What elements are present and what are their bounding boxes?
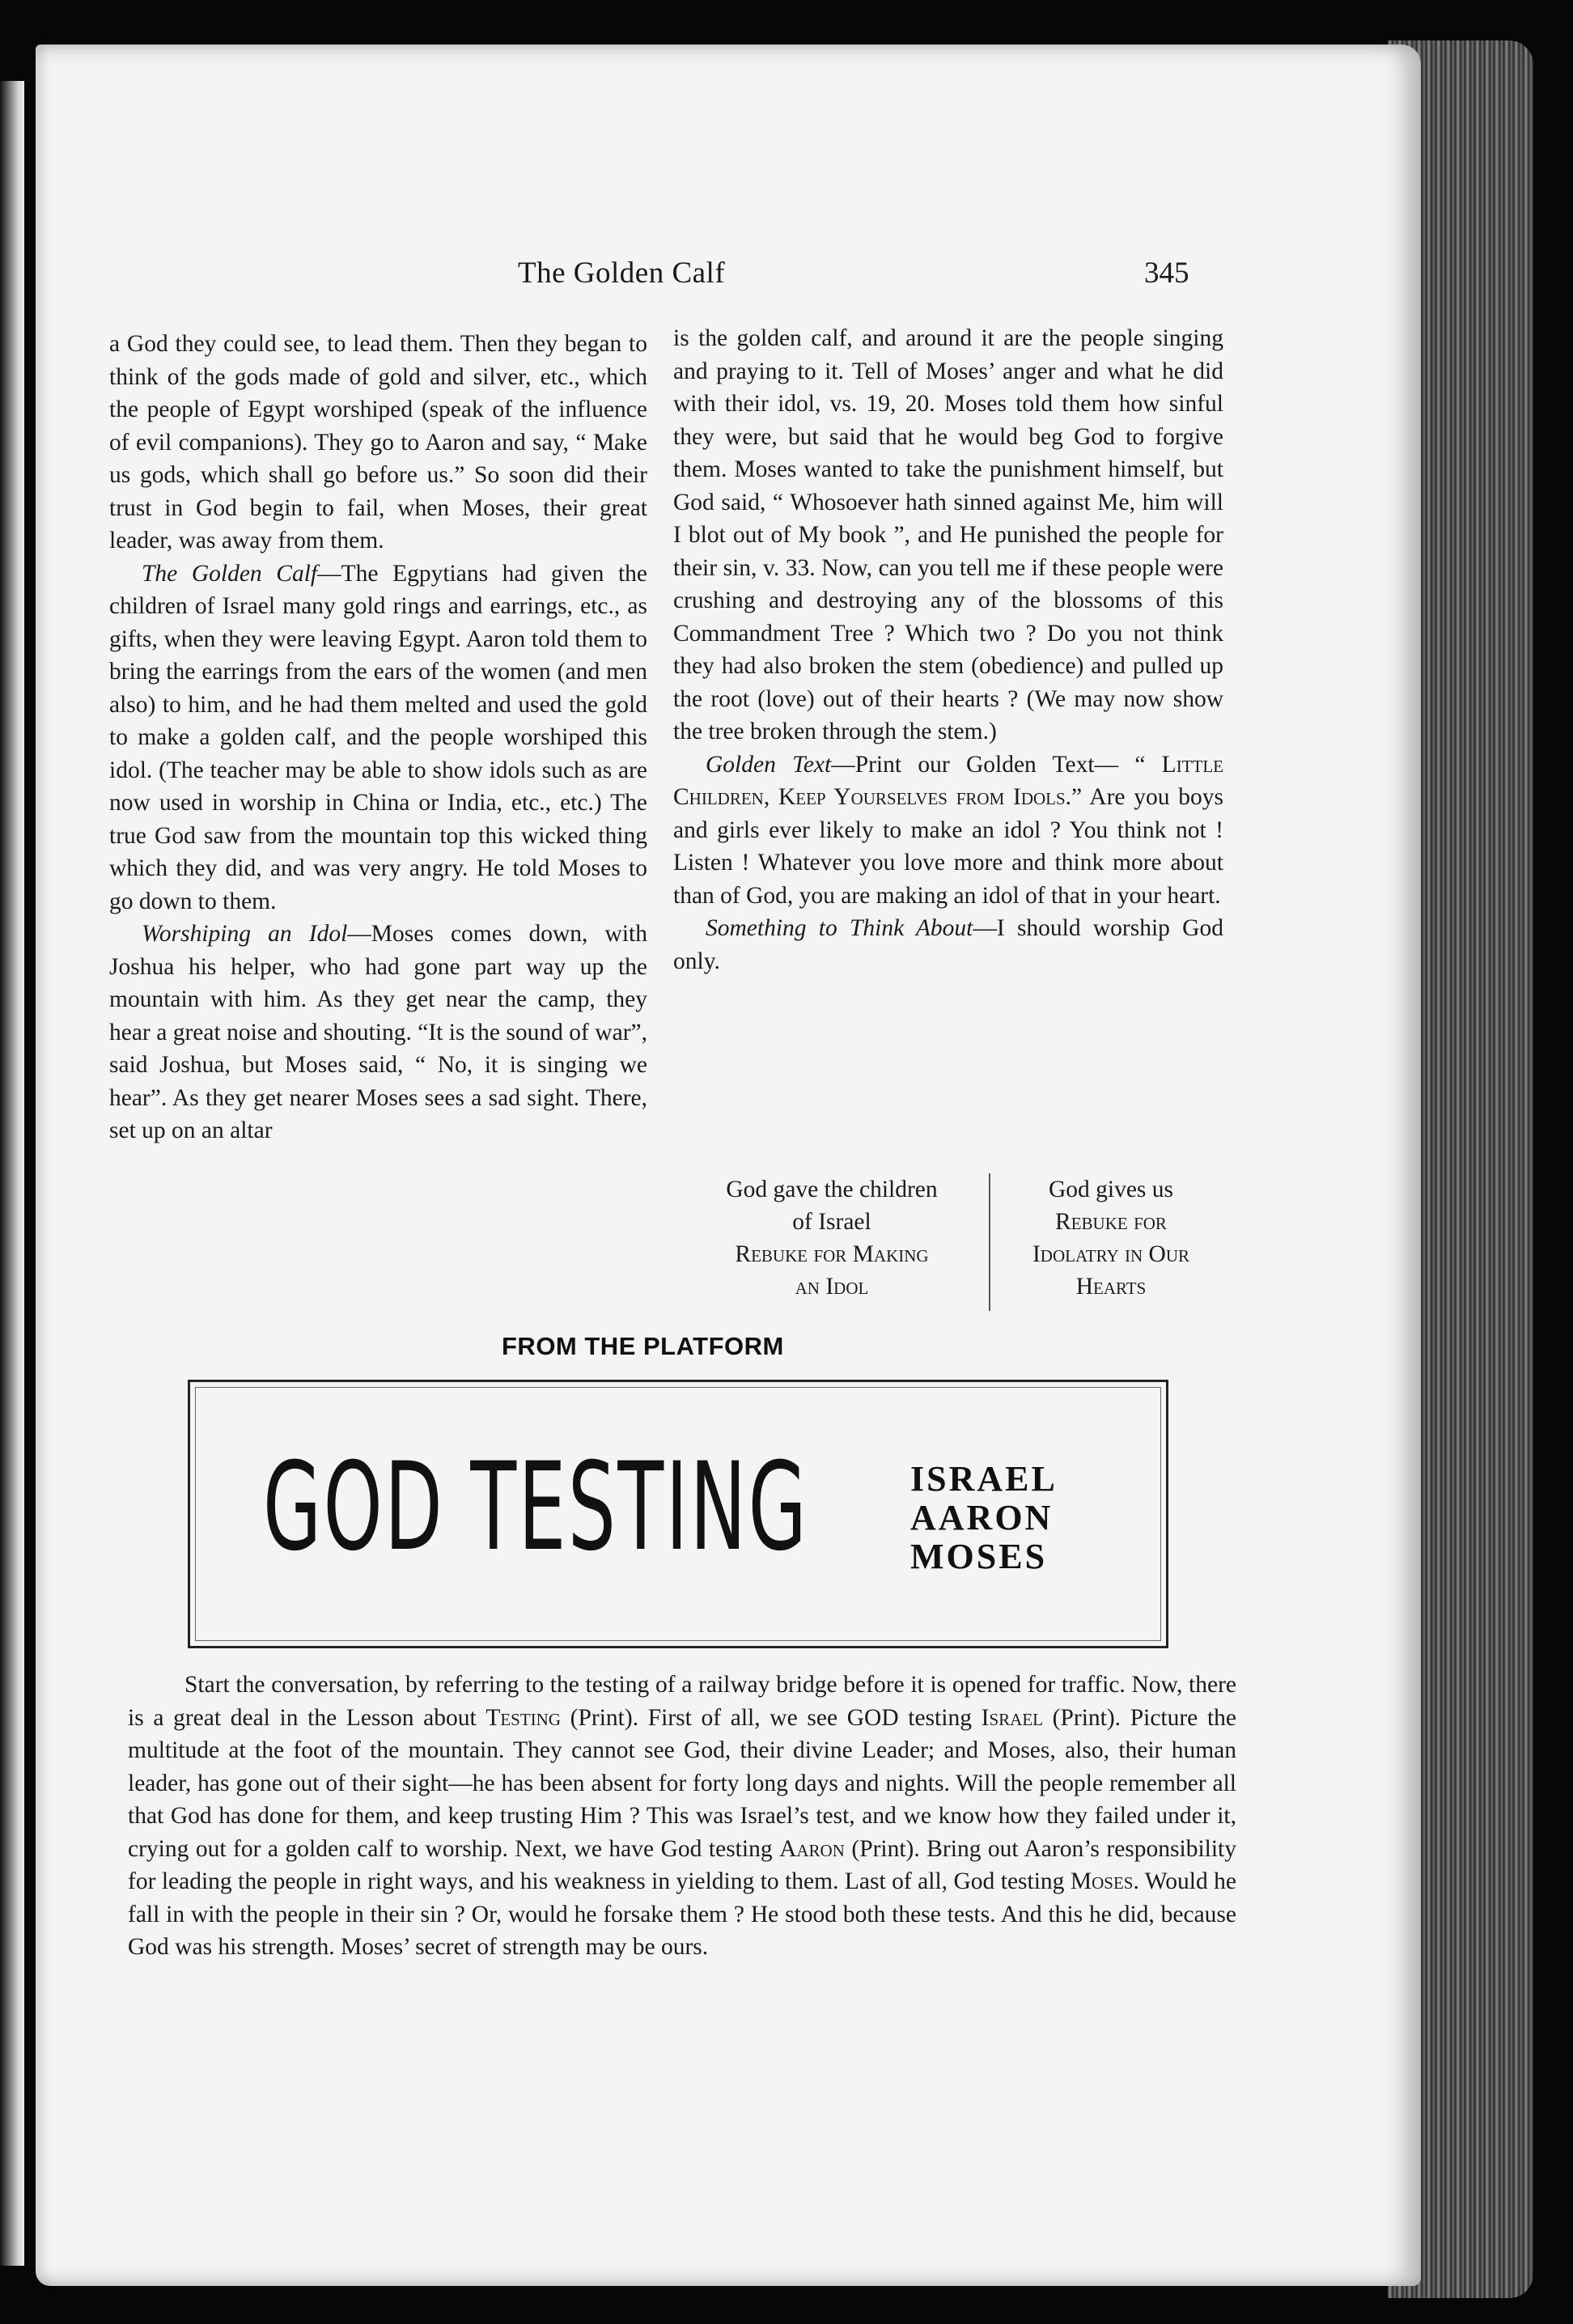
running-title: The Golden Calf	[518, 257, 726, 290]
text-run: (Print). First of all, we see GOD testing	[561, 1704, 982, 1731]
emphasis-israel: Israel	[981, 1704, 1043, 1731]
summary-right-line: Rebuke for	[1055, 1209, 1167, 1235]
section-heading-golden-text: Golden Text	[706, 751, 832, 778]
summary-right-line: Idolatry in Our	[1032, 1241, 1190, 1267]
platform-board	[188, 1380, 1168, 1648]
page-number: 345	[1144, 257, 1189, 290]
platform-discussion	[128, 1669, 1236, 1964]
emphasis-moses: Moses	[1070, 1868, 1134, 1894]
emphasis-aaron: Aaron	[779, 1835, 845, 1862]
right-paragraph-2-body: Are you boys and girls ever likely to make an idol ? You think not ! Listen ! Whatever you love more and think more about than of God, you are making an idol of that in your heart.	[673, 784, 1224, 909]
right-column	[673, 322, 1223, 978]
left-paragraph-2	[109, 558, 647, 918]
golden-text-intro: —Print our Golden Text—	[831, 751, 1119, 778]
platform-heading: FROM THE PLATFORM	[502, 1332, 784, 1360]
left-paragraph-2-body: —The Egpytians had given the children of Israel many gold rings and earrings, etc., as gifts, when they were leaving Egypt. Aaron told them to bring the earrings from the ears of the women (and men also) to him, and he had them melted and used the gold to make a golden calf, and the people worshiped this idol. (The teacher may be able to show idols such as are now used in worship in China or India, etc., etc.) The true God saw from the mountain top this wicked thing which they did, and was very angry. He told Moses to go down to them.	[109, 560, 647, 914]
left-paragraph-3	[109, 918, 647, 1147]
summary-left-line: Rebuke for Making	[735, 1241, 929, 1267]
text-run: (Print). Bring out Aaron’s responsibility for leading the people in right ways, and his weakness in yielding to them. Last of all, God testing	[128, 1835, 1236, 1894]
section-heading-golden-calf: The Golden Calf	[142, 560, 318, 587]
platform-name-israel: ISRAEL	[910, 1459, 1058, 1499]
left-paragraph-3-body: —Moses comes down, with Joshua his helper, who had gone part way up the mountain with him. As they get near the camp, they hear a great noise and shouting. “It is the sound of war”, said Joshua, but Moses said, “ No, it is singing we hear”. As they get nearer Moses sees a sad sight. There, set up on an altar	[109, 921, 647, 1143]
summary-left-line: God gave the children	[726, 1177, 938, 1202]
emphasis-testing: Testing	[485, 1704, 562, 1731]
platform-name-aaron: AARON	[910, 1498, 1054, 1537]
section-heading-think-about: Something to Think About	[706, 915, 973, 941]
text-run: Start the conversation, by referring to the testing of a railway bridge before it is opened for traffic. Now, there is a great deal in the Lesson about	[128, 1672, 1236, 1731]
platform-discussion-paragraph	[128, 1669, 1236, 1964]
platform-names	[910, 1460, 1058, 1576]
platform-name-moses: MOSES	[910, 1537, 1048, 1576]
text-run: (Print). Picture the multitude at the foot of the mountain. They cannot see God, their divine Leader; and Moses, also, their human leader, has gone out of their sight—he has been absent for forty long days and nights. Will the people remember all that God has done for them, and keep trusting Him ? This was Israel’s test, and we know how they failed under it, crying out for a golden calf to worship. Next, we have God testing	[128, 1704, 1236, 1862]
summary-divider	[989, 1173, 990, 1311]
left-paragraph-1: a God they could see, to lead them. Then they began to think of the gods made of gold and silver, etc., which the people of Egypt worshiped (speak of the influence of evil companions). They go to Aaron and say, “ Make us gods, which shall go before us.” So soon did their trust in God begin to fail, when Moses, their great leader, was away from them.	[109, 331, 647, 553]
left-column	[109, 328, 647, 1147]
summary-left-line: an Idol	[795, 1274, 869, 1300]
summary-right-line: God gives us	[1048, 1177, 1174, 1202]
previous-page-edge	[0, 81, 24, 2266]
right-paragraph-1: is the golden calf, and around it are the people singing and praying to it. Tell of Moses’ anger and what he did with their idol, vs. 19, 20. Moses told them how sinful they were, but said that he would beg God to forgive them. Moses wanted to take the punishment himself, but God said, “ Whosoever hath sinned against Me, him will I blot out of My book ”, and He punished the people for their sin, v. 33. Now, can you tell me if these people were crushing and destroying any of the blossoms of this Commandment Tree ? Which two ? Do you not think they had also broken the stem (obedience) and pulled up the root (love) out of their hearts ? (We may now show the tree broken through the stem.)	[673, 325, 1223, 744]
summary-left-line: of Israel	[792, 1209, 871, 1235]
right-paragraph-3	[673, 912, 1223, 978]
text-run: . Would he fall in with the people in their sin ? Or, would he forsake them ? He stood both these tests. And this he did, because God was his strength. Moses’ secret of strength may be ours.	[128, 1868, 1236, 1960]
right-paragraph-2	[673, 749, 1223, 913]
summary-right	[994, 1173, 1228, 1303]
right-paragraph-3-body: —I should worship God only.	[673, 915, 1223, 974]
section-heading-worshiping: Worshiping an Idol	[142, 921, 348, 947]
summary-left	[678, 1173, 986, 1303]
platform-main-text: GOD TESTING	[263, 1437, 809, 1578]
golden-text-quote: “ Little Children, Keep Yourselves from Idols.”	[673, 751, 1224, 810]
summary-right-line: Hearts	[1075, 1274, 1147, 1300]
rebuke-summary	[678, 1173, 1228, 1311]
